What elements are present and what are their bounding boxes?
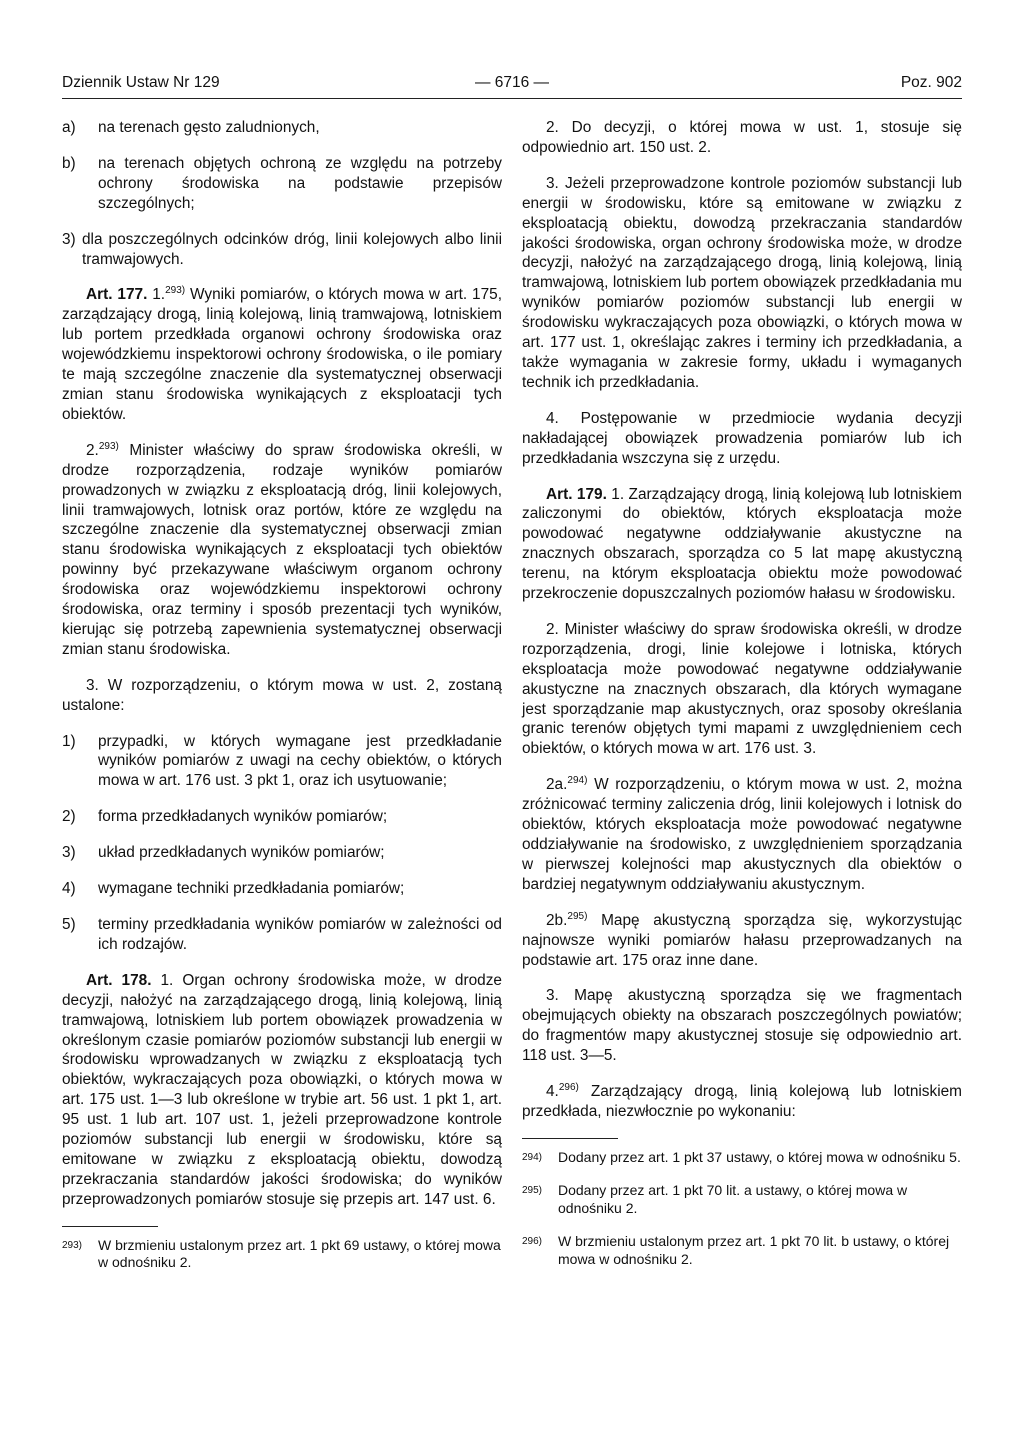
art-179-text: 1. Zarządzający drogą, linią kolejową lub lotniskiem zaliczonymi do obiektów, których eksploatacja może powodować negatywne oddziaływanie akustyczne na znacznych obszarach, sporządza co 5 lat mapę akustyczną terenu, na którym eksploatacja obiektu może powodować przekroczenie dopuszczalnych poziomów hałasu w środowisku. bbox=[522, 485, 962, 603]
header-rule bbox=[62, 98, 962, 99]
art-179-para-2a bbox=[522, 775, 962, 894]
art-178-para-1 bbox=[62, 971, 502, 1210]
position-number: Poz. 902 bbox=[900, 74, 962, 91]
art-179-para-2: 2. Minister właściwy do spraw środowiska określi, w drodze rozporządzenia, drogi, linie kolejowe i lotniska, których eksploatacja może powodować negatywne oddziaływanie akustyczne na znacznych obszarach, dla których wymagane jest sporządzanie map akustycznych, oraz sposoby określania granic terenów objętych tymi mapami z uwzględnieniem cech obiektów, o których mowa w art. 176 ust. 3. bbox=[522, 620, 962, 758]
art-178-para-4: 4. Postępowanie w przedmiocie wydania decyzji nakładającej obowiązek prowadzenia pomiarów lub ich przedkładania wszczyna się z urzędu. bbox=[522, 409, 962, 467]
footnote-ref-293b: 293) bbox=[98, 440, 119, 452]
point-a-num: a) bbox=[62, 119, 76, 136]
page-header bbox=[62, 74, 962, 98]
art-178-label: Art. 178. bbox=[86, 971, 152, 989]
list-item bbox=[62, 732, 502, 792]
footnote-mark: 293) bbox=[62, 1239, 83, 1251]
point-a-text: na terenach gęsto zaludnionych, bbox=[98, 119, 320, 136]
list-num: 1) bbox=[62, 732, 76, 750]
right-column bbox=[522, 118, 962, 1284]
footnote-ref-296: 296) bbox=[558, 1082, 579, 1094]
art-179-label: Art. 179. bbox=[546, 485, 607, 503]
list-num: 4) bbox=[62, 880, 76, 898]
point-b-text: na terenach objętych ochroną ze względu na potrzeby ochrony środowiska na podstawie przepisów szczególnych; bbox=[98, 154, 502, 212]
point-3 bbox=[62, 230, 502, 270]
list-text: forma przedkładanych wyników pomiarów; bbox=[98, 808, 388, 826]
footnote-text: Dodany przez art. 1 pkt 70 lit. a ustawy, o której mowa w odnośniku 2. bbox=[558, 1182, 908, 1216]
list-text: przypadki, w których wymagane jest przedkładanie wyników pomiarów z uwagi na cechy obiektów, o których mowa w art. 176 ust. 3 pkt 1, oraz ich usytuowanie; bbox=[98, 732, 502, 790]
footnote-text: W brzmieniu ustalonym przez art. 1 pkt 69 ustawy, o której mowa w odnośniku 2. bbox=[98, 1236, 501, 1271]
para-4-text: Zarządzający drogą, linią kolejową lub lotniskiem przedkłada, niezwłocznie po wykonaniu: bbox=[522, 1083, 962, 1120]
page-number: — 6716 — bbox=[474, 74, 550, 91]
footnote-mark: 294) bbox=[522, 1151, 543, 1163]
footnote-mark: 296) bbox=[522, 1236, 543, 1248]
point-a bbox=[62, 118, 502, 138]
footnote-rule bbox=[62, 1226, 158, 1227]
journal-title: Dziennik Ustaw Nr 129 bbox=[62, 74, 220, 91]
point-b-num: b) bbox=[62, 154, 76, 172]
para-2a-text: W rozporządzeniu, o którym mowa w ust. 2, można zróżnicować terminy zaliczenia dróg, linii kolejowych i lotnisk do obiektów, których eksploatacja może powodować negatywne oddziaływanie na środowisko, z uwzględnieniem sporządzania w pierwszej kolejności map akustycznych dla obiektów o bardziej negatywnym oddziaływaniu akustycznym. bbox=[522, 776, 963, 893]
art-179-para-4 bbox=[522, 1082, 962, 1122]
footnote-294 bbox=[522, 1149, 962, 1167]
list-num: 2) bbox=[62, 808, 76, 826]
list-item bbox=[62, 915, 502, 955]
footnote-text: Dodany przez art. 1 pkt 37 ustawy, o której mowa w odnośniku 5. bbox=[558, 1148, 961, 1165]
list-num: 5) bbox=[62, 916, 76, 933]
footnote-ref-295: 295) bbox=[567, 910, 588, 922]
ust-2-num: 2. bbox=[86, 441, 99, 459]
footnote-text: W brzmieniu ustalonym przez art. 1 pkt 70 lit. b ustawy, o której mowa w odnośniku 2. bbox=[558, 1233, 950, 1267]
footnote-296 bbox=[522, 1233, 962, 1268]
art-177-label: Art. 177. bbox=[86, 286, 148, 304]
left-column bbox=[62, 118, 502, 1288]
para-2b-text: Mapę akustyczną sporządza się, wykorzystując najnowsze wyniki pomiarów hałasu przeprowadzanych na podstawie art. 175 oraz inne dane. bbox=[522, 911, 962, 969]
para-2b-num: 2b. bbox=[546, 911, 568, 929]
footnote-ref-293: 293) bbox=[165, 285, 186, 297]
art-177-para-2 bbox=[62, 441, 502, 660]
footnote-295 bbox=[522, 1182, 962, 1217]
list-item bbox=[62, 879, 502, 899]
para-4-num: 4. bbox=[546, 1083, 559, 1101]
point-3-num: 3) bbox=[62, 230, 76, 248]
art-177-num: 1. bbox=[152, 286, 166, 304]
art-178-para-2: 2. Do decyzji, o której mowa w ust. 1, stosuje się odpowiednio art. 150 ust. 2. bbox=[522, 119, 962, 156]
art-179-para-3: 3. Mapę akustyczną sporządza się we fragmentach obejmujących obiekty na obszarach poszczególnych powiatów; do fragmentów mapy akustycznej stosuje się odpowiednio art. 118 ust. 3—5. bbox=[522, 987, 962, 1065]
art-177-para-3: 3. W rozporządzeniu, o którym mowa w ust. 2, zostaną ustalone: bbox=[62, 676, 502, 714]
list-num: 3) bbox=[62, 844, 76, 862]
art-178-text: 1. Organ ochrony środowiska może, w drodze decyzji, nałożyć na zarządzającego drogą, linią kolejową, linią tramwajową, lotniskiem lub portem obowiązek prowadzenia w określonym czasie pomiarów poziomów substancji lub energii w środowisku wprowadzanych w związku z eksploatacją tych obiektów, wykraczających poza obowiązki, o których mowa w art. 175 ust. 1—3 lub określone w trybie art. 56 ust. 1 pkt 1, art. 95 ust. 1 lub art. 107 ust. 1, jeżeli przeprowadzone kontrole poziomów substancji lub energii w środowisku, które są emitowane w związku z eksploatacją obiektu, dowodzą przekraczania standardów jakości środowiska; do wyników przeprowadzonych pomiarów stosuje się przepis art. 147 ust. 6. bbox=[62, 971, 502, 1208]
para-2a-num: 2a. bbox=[546, 776, 568, 794]
list-item bbox=[62, 843, 502, 863]
footnote-rule bbox=[522, 1138, 618, 1139]
art-179-para-1 bbox=[522, 485, 962, 604]
art-177-text: Wyniki pomiarów, o których mowa w art. 175, zarządzający drogą, linią kolejową, linią tramwajową, lotniskiem lub portem przedkłada organowi ochrony środowiska oraz wojewódzkiemu inspektorowi ochrony środowiska, o ile pomiary te mają szczególne znaczenie dla systematycznej obserwacji zmian stanu środowiska wynikających z eksploatacji tych obiektów. bbox=[62, 286, 502, 423]
list-items bbox=[62, 732, 502, 955]
list-item bbox=[62, 807, 502, 827]
footnote-mark: 295) bbox=[522, 1185, 543, 1197]
footnote-293 bbox=[62, 1237, 502, 1272]
list-text: wymagane techniki przedkładania pomiarów; bbox=[98, 880, 405, 898]
art-179-para-2b bbox=[522, 911, 962, 971]
point-b bbox=[62, 154, 502, 214]
art-177-para-1 bbox=[62, 285, 502, 424]
list-text: układ przedkładanych wyników pomiarów; bbox=[98, 844, 385, 862]
point-3-text: dla poszczególnych odcinków dróg, linii kolejowych albo linii tramwajowych. bbox=[82, 230, 502, 268]
footnote-ref-294: 294) bbox=[567, 775, 588, 787]
art-178-para-3: 3. Jeżeli przeprowadzone kontrole poziomów substancji lub energii w środowisku, które są emitowane w związku z eksploatacją obiektu, dowodzą przekraczania standardów jakości środowiska, organ ochrony środowiska może, w drodze decyzji, nałożyć na zarządzającego drogą, linią kolejową, linią tramwajową, lotniskiem lub portem obowiązek przedkładania mu wyników pomiarów poziomów substancji lub energii w środowisku wykraczających poza obowiązki, o których mowa w art. 177 ust. 1, określając zakres i terminy ich przedkładania, a także wymagania w zakresie formy, układu i wymaganych technik ich przedkładania. bbox=[522, 174, 962, 391]
list-text: terminy przedkładania wyników pomiarów w zależności od ich rodzajów. bbox=[98, 916, 502, 953]
ust-2-text: Minister właściwy do spraw środowiska określi, w drodze rozporządzenia, rodzaje wyników pomiarów prowadzonych w związku z eksploatacją dróg, linii kolejowych, linii tramwajowych, lotnisk oraz portów, które ze względu na szczególne znaczenie dla systematycznej obserwacji zmian stanu środowiska wynikających z eksploatacji tych obiektów powinny być przekazywane właściwym organom ochrony środowiska oraz wojewódzkiemu inspektorowi ochrony środowiska, oraz terminy i sposób prezentacji tych wyników, kierując się potrzebą zapewnienia systematycznej obserwacji zmian stanu środowiska. bbox=[62, 441, 503, 658]
